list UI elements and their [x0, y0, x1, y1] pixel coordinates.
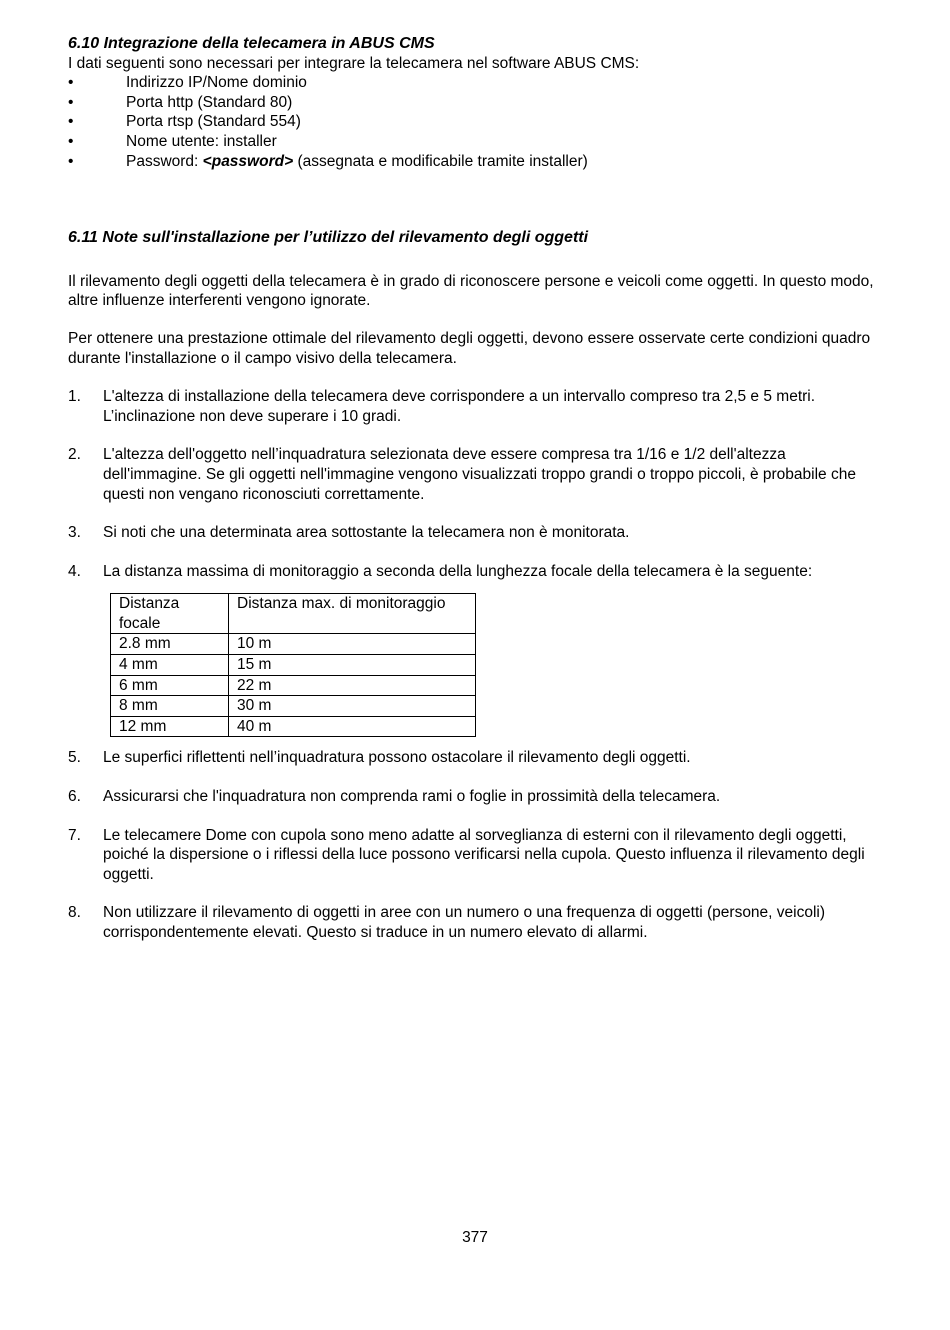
table-cell: 30 m: [229, 696, 476, 717]
table-row: [111, 675, 476, 696]
numbered-item-3: [68, 523, 878, 543]
password-value: <password>: [202, 152, 294, 170]
item-number: 8.: [68, 904, 81, 922]
paragraph-1: Il rilevamento degli oggetti della telecamera è in grado di riconoscere persone e veicoli come oggetti. In questo modo, altre influenze interferenti vengono ignorate.: [68, 272, 874, 310]
bullet-item: [68, 112, 878, 132]
section-heading-6-10: 6.10 Integrazione della telecamera in ABUS CMS: [68, 35, 435, 52]
numbered-item-8: [68, 903, 878, 942]
item-number: 7.: [68, 826, 81, 844]
item-number: 4.: [68, 562, 81, 580]
item-text: Si noti che una determinata area sottostante la telecamera non è monitorata.: [103, 524, 630, 542]
table-row: [111, 716, 476, 737]
bullet-item-password: [68, 152, 878, 172]
bullet-text: Porta http (Standard 80): [126, 93, 293, 111]
table-cell: 4 mm: [111, 655, 229, 676]
table-row: [111, 696, 476, 717]
item-number: 2.: [68, 446, 81, 464]
table-cell: 15 m: [229, 655, 476, 676]
page-number: 377: [462, 1229, 488, 1246]
paragraph-2: Per ottenere una prestazione ottimale del rilevamento degli oggetti, devono essere osservate certe condizioni quadro durante l'installazione o il campo visivo della telecamera.: [68, 329, 871, 367]
bullet-text: Indirizzo IP/Nome dominio: [126, 74, 307, 92]
table-row: [111, 655, 476, 676]
bullet-item: [68, 93, 878, 113]
table-cell: 6 mm: [111, 675, 229, 696]
item-number: 6.: [68, 788, 81, 806]
document-page: [68, 34, 878, 943]
bullet-icon: •: [68, 152, 74, 170]
numbered-item-5: [68, 748, 878, 768]
numbered-item-2: [68, 445, 878, 504]
bullet-text: Nome utente: installer: [126, 132, 277, 150]
table-row: [111, 634, 476, 655]
bullet-icon: •: [68, 74, 74, 92]
item-number: 5.: [68, 749, 81, 767]
item-text: Non utilizzare il rilevamento di oggetti in aree con un numero o una frequenza di oggetti (persone, veicoli) corrispondentemente elevati. Questo si traduce in un numero elevato di allarmi.: [103, 904, 826, 941]
password-label: Password:: [126, 152, 203, 170]
bullet-icon: •: [68, 93, 74, 111]
item-text: L'altezza di installazione della telecamera deve corrispondere a un intervallo compreso tra 2,5 e 5 metri. L’inclinazione non deve superare i 10 gradi.: [103, 388, 816, 425]
bullet-item: [68, 132, 878, 152]
table-cell: 2.8 mm: [111, 634, 229, 655]
table-cell: 40 m: [229, 716, 476, 737]
focal-distance-table: [110, 593, 476, 737]
table-header-cell: Distanza max. di monitoraggio: [229, 594, 476, 634]
numbered-item-1: [68, 387, 878, 426]
table-cell: 10 m: [229, 634, 476, 655]
item-number: 1.: [68, 388, 81, 406]
bullet-item: [68, 73, 878, 93]
table-cell: 12 mm: [111, 716, 229, 737]
item-text: Assicurarsi che l'inquadratura non comprenda rami o foglie in prossimità della telecamera.: [103, 788, 721, 806]
table-header-cell: Distanza focale: [111, 594, 229, 634]
table-header-row: [111, 594, 476, 634]
table-cell: 8 mm: [111, 696, 229, 717]
item-number: 3.: [68, 524, 81, 542]
numbered-item-6: [68, 787, 878, 807]
item-text: La distanza massima di monitoraggio a seconda della lunghezza focale della telecamera è la seguente:: [103, 562, 813, 580]
section-heading-6-11: 6.11 Note sull'installazione per l’utilizzo del rilevamento degli oggetti: [68, 229, 589, 247]
bullet-list: [68, 73, 878, 171]
bullet-icon: •: [68, 132, 74, 150]
section-intro: I dati seguenti sono necessari per integrare la telecamera nel software ABUS CMS:: [68, 54, 640, 72]
item-text: Le superfici riflettenti nell’inquadratura possono ostacolare il rilevamento degli oggetti.: [103, 749, 691, 767]
table-cell: 22 m: [229, 675, 476, 696]
numbered-item-4: [68, 562, 878, 582]
numbered-item-7: [68, 826, 878, 885]
item-text: L'altezza dell'oggetto nell’inquadratura selezionata deve essere compresa tra 1/16 e 1/2 dell'altezza dell'immagine. Se gli oggetti nell'immagine vengono visualizzati troppo grandi o troppo piccoli, è probabile che questi non vengano riconosciuti correttamente.: [103, 446, 856, 503]
item-text: Le telecamere Dome con cupola sono meno adatte al sorveglianza di esterni con il rilevamento degli oggetti, poiché la dispersione o i riflessi della luce possono verificarsi nella cupola. Questo influenza il rilevamento degli oggetti.: [103, 826, 865, 883]
bullet-text: Porta rtsp (Standard 554): [126, 113, 301, 131]
bullet-icon: •: [68, 113, 74, 131]
password-note: (assegnata e modificabile tramite installer): [293, 152, 588, 170]
